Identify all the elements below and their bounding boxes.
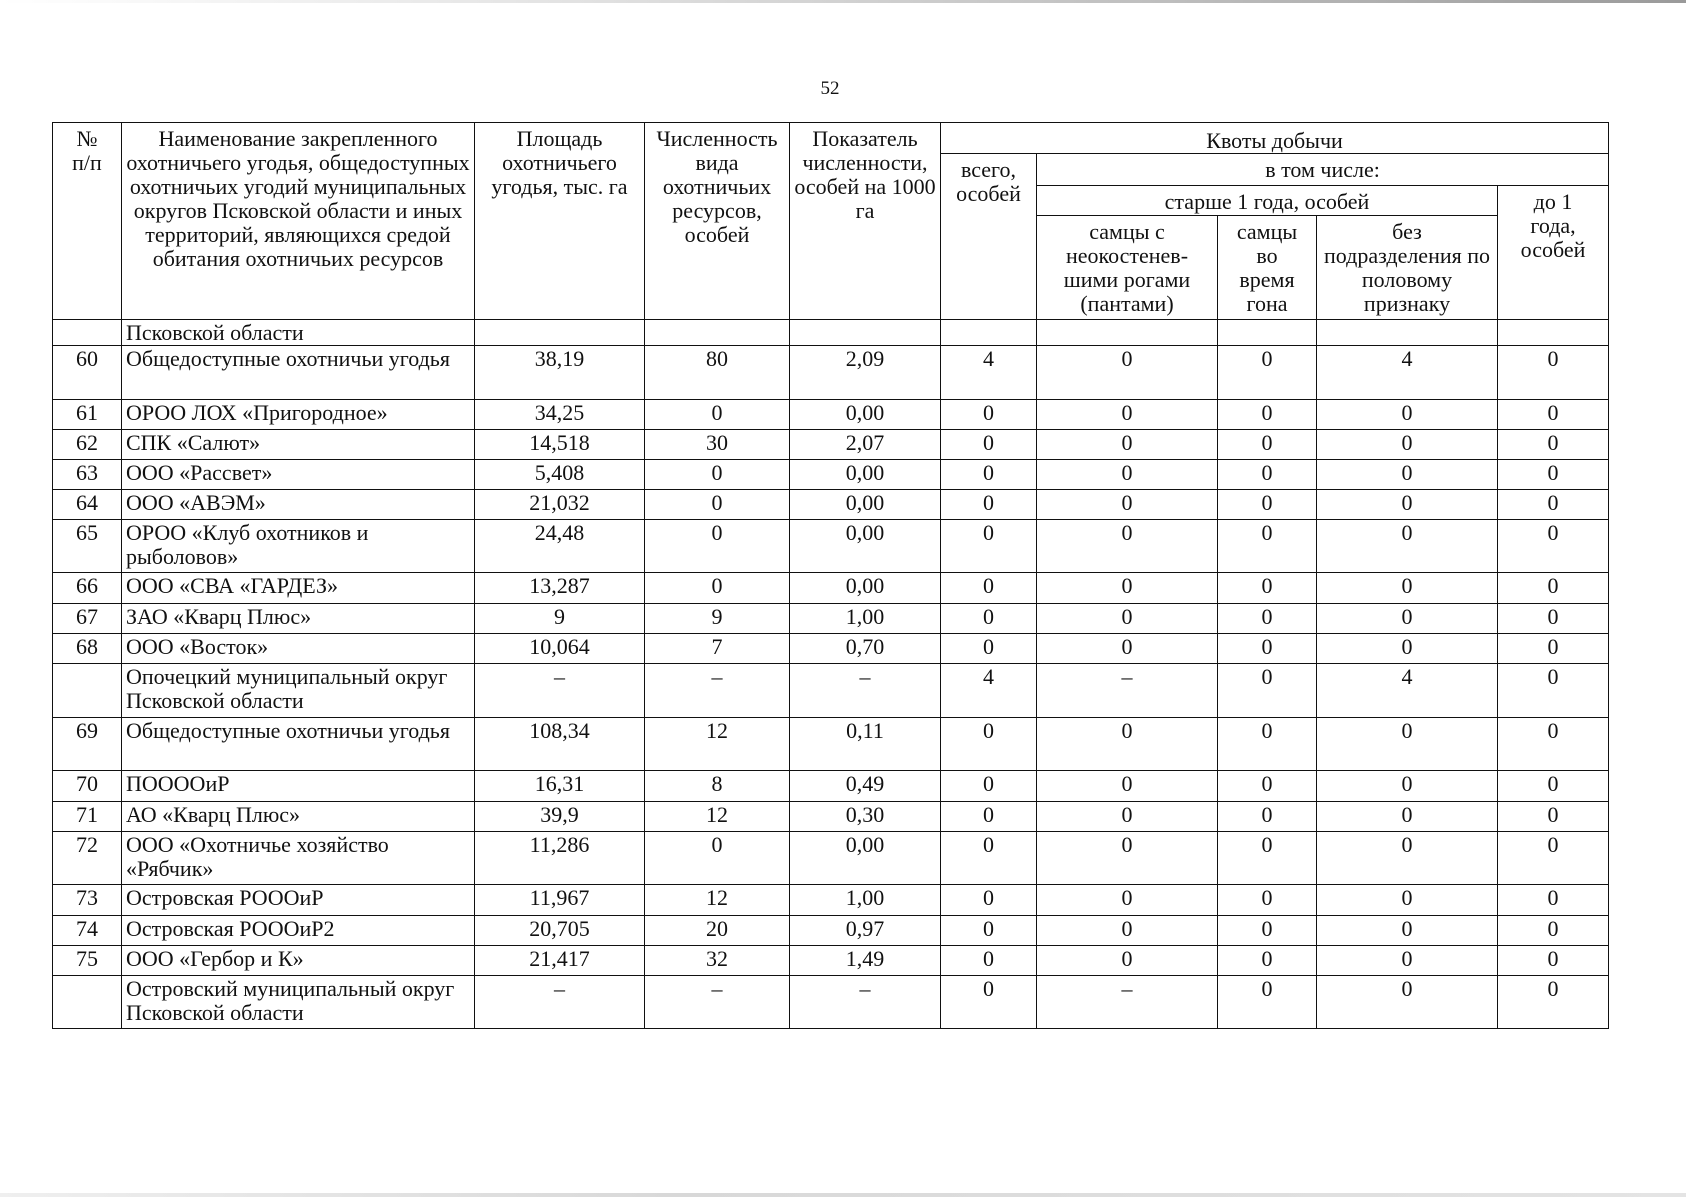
table-body — [53, 320, 1609, 1029]
row-number: 65 — [53, 520, 122, 573]
row-density: 0,00 — [790, 400, 941, 430]
row-males-antlers: 0 — [1037, 400, 1218, 430]
row-name: ООО «Восток» — [122, 634, 475, 664]
row-total: 0 — [941, 634, 1037, 664]
row-number: 63 — [53, 460, 122, 490]
row-density: 2,07 — [790, 430, 941, 460]
row-population: 32 — [645, 946, 790, 976]
header-males-antlers: самцы с неокостенев-шими рогами (пантами) — [1037, 216, 1218, 320]
row-under1: 0 — [1498, 490, 1609, 520]
row-no-sex: 0 — [1317, 430, 1498, 460]
row-population — [645, 320, 790, 346]
row-area: 14,518 — [475, 430, 645, 460]
row-name: ОРОО ЛОХ «Пригородное» — [122, 400, 475, 430]
row-name: ООО «Охотничье хозяйство «Рябчик» — [122, 832, 475, 885]
row-number — [53, 320, 122, 346]
row-name: Общедоступные охотничьи угодья — [122, 346, 475, 400]
row-under1: 0 — [1498, 604, 1609, 634]
row-under1: 0 — [1498, 520, 1609, 573]
table-row — [53, 346, 1609, 400]
header-num: № п/п — [53, 123, 122, 320]
row-total: 0 — [941, 916, 1037, 946]
table-row — [53, 718, 1609, 771]
row-number: 64 — [53, 490, 122, 520]
row-under1: 0 — [1498, 634, 1609, 664]
header-under1: до 1 года, особей — [1498, 186, 1609, 320]
row-population: – — [645, 664, 790, 718]
row-total: 0 — [941, 573, 1037, 604]
row-area: 9 — [475, 604, 645, 634]
row-males-antlers: 0 — [1037, 916, 1218, 946]
row-density: 1,00 — [790, 604, 941, 634]
row-under1: 0 — [1498, 976, 1609, 1029]
table-row — [53, 490, 1609, 520]
scan-edge-bottom — [0, 1193, 1686, 1197]
table-row — [53, 573, 1609, 604]
row-no-sex: 0 — [1317, 832, 1498, 885]
row-under1: 0 — [1498, 346, 1609, 400]
row-males-antlers: 0 — [1037, 346, 1218, 400]
row-under1: 0 — [1498, 400, 1609, 430]
row-population: 30 — [645, 430, 790, 460]
row-males-rut: 0 — [1218, 430, 1317, 460]
row-no-sex: 0 — [1317, 604, 1498, 634]
row-under1: 0 — [1498, 885, 1609, 916]
page-number: 52 — [820, 78, 840, 99]
row-density: 0,30 — [790, 802, 941, 832]
row-total: 0 — [941, 802, 1037, 832]
row-density: – — [790, 664, 941, 718]
row-no-sex: 0 — [1317, 400, 1498, 430]
header-no-sex: без подразделения по половому признаку — [1317, 216, 1498, 320]
row-number — [53, 664, 122, 718]
row-area: 108,34 — [475, 718, 645, 771]
row-males-antlers — [1037, 320, 1218, 346]
row-density: 1,49 — [790, 946, 941, 976]
row-under1: 0 — [1498, 946, 1609, 976]
row-area: 20,705 — [475, 916, 645, 946]
row-males-rut: 0 — [1218, 771, 1317, 802]
row-males-antlers: 0 — [1037, 430, 1218, 460]
row-no-sex: 0 — [1317, 802, 1498, 832]
row-population: 0 — [645, 400, 790, 430]
row-males-rut: 0 — [1218, 664, 1317, 718]
row-under1: 0 — [1498, 916, 1609, 946]
row-number: 75 — [53, 946, 122, 976]
row-males-rut: 0 — [1218, 520, 1317, 573]
header-total: всего, особей — [941, 154, 1037, 320]
row-density: 0,11 — [790, 718, 941, 771]
table-row — [53, 916, 1609, 946]
table-row — [53, 430, 1609, 460]
row-name: Псковской области — [122, 320, 475, 346]
row-name: Общедоступные охотничьи угодья — [122, 718, 475, 771]
row-no-sex: 0 — [1317, 946, 1498, 976]
row-males-rut: 0 — [1218, 490, 1317, 520]
row-population: 0 — [645, 460, 790, 490]
row-total: 0 — [941, 771, 1037, 802]
row-population: 0 — [645, 520, 790, 573]
header-name: Наименование закрепленного охотничьего угодья, общедоступных охотничьих угодий муниципальных округов Псковской области и иных территорий, являющихся средой обитания охотничьих ресурсов — [122, 123, 475, 320]
row-under1: 0 — [1498, 573, 1609, 604]
row-number: 70 — [53, 771, 122, 802]
row-no-sex: 0 — [1317, 718, 1498, 771]
row-population: 12 — [645, 718, 790, 771]
row-under1: 0 — [1498, 832, 1609, 885]
header-quotas: Квоты добычи — [941, 123, 1609, 154]
row-under1: 0 — [1498, 460, 1609, 490]
table-row — [53, 460, 1609, 490]
header-area: Площадь охотничьего угодья, тыс. га — [475, 123, 645, 320]
row-no-sex: 0 — [1317, 771, 1498, 802]
row-under1: 0 — [1498, 771, 1609, 802]
row-males-rut: 0 — [1218, 946, 1317, 976]
row-males-rut: 0 — [1218, 976, 1317, 1029]
row-area: 11,286 — [475, 832, 645, 885]
row-density: 2,09 — [790, 346, 941, 400]
table-row — [53, 946, 1609, 976]
row-area: 34,25 — [475, 400, 645, 430]
row-males-antlers: 0 — [1037, 460, 1218, 490]
row-males-antlers: 0 — [1037, 490, 1218, 520]
row-males-rut: 0 — [1218, 346, 1317, 400]
row-males-antlers: 0 — [1037, 771, 1218, 802]
row-males-rut — [1218, 320, 1317, 346]
row-under1: 0 — [1498, 664, 1609, 718]
row-total: 0 — [941, 400, 1037, 430]
row-no-sex: 0 — [1317, 490, 1498, 520]
row-population: 7 — [645, 634, 790, 664]
row-males-rut: 0 — [1218, 573, 1317, 604]
row-density: 0,97 — [790, 916, 941, 946]
row-population: 0 — [645, 832, 790, 885]
row-males-antlers: 0 — [1037, 946, 1218, 976]
table-row — [53, 634, 1609, 664]
row-total: 0 — [941, 832, 1037, 885]
row-population: 8 — [645, 771, 790, 802]
table-row — [53, 520, 1609, 573]
table-row — [53, 802, 1609, 832]
row-population: 0 — [645, 490, 790, 520]
row-males-antlers: 0 — [1037, 832, 1218, 885]
header-males-rut: самцы во время гона — [1218, 216, 1317, 320]
row-name: ОРОО «Клуб охотников и рыболовов» — [122, 520, 475, 573]
row-population: 12 — [645, 802, 790, 832]
table-row — [53, 771, 1609, 802]
row-name: ООО «СВА «ГАРДЕЗ» — [122, 573, 475, 604]
row-population: 12 — [645, 885, 790, 916]
row-name: ООО «Гербор и К» — [122, 946, 475, 976]
row-name: Островская РОООиР2 — [122, 916, 475, 946]
table-row — [53, 664, 1609, 718]
header-density: Показатель численности, особей на 1000 га — [790, 123, 941, 320]
row-total: 0 — [941, 520, 1037, 573]
row-population: 80 — [645, 346, 790, 400]
quota-table — [52, 122, 1609, 1029]
row-population: 9 — [645, 604, 790, 634]
row-number: 72 — [53, 832, 122, 885]
table-row — [53, 832, 1609, 885]
row-no-sex — [1317, 320, 1498, 346]
row-name: ООО «АВЭМ» — [122, 490, 475, 520]
row-males-antlers: 0 — [1037, 604, 1218, 634]
row-area: 11,967 — [475, 885, 645, 916]
row-population: – — [645, 976, 790, 1029]
row-area: 13,287 — [475, 573, 645, 604]
row-males-antlers: 0 — [1037, 718, 1218, 771]
row-number: 66 — [53, 573, 122, 604]
row-density: 0,00 — [790, 460, 941, 490]
table-row — [53, 885, 1609, 916]
row-density: 0,00 — [790, 832, 941, 885]
row-total: 0 — [941, 604, 1037, 634]
row-total: 4 — [941, 664, 1037, 718]
row-area: 39,9 — [475, 802, 645, 832]
header-older: старше 1 года, особей — [1037, 186, 1498, 216]
table-row — [53, 320, 1609, 346]
row-total — [941, 320, 1037, 346]
row-area: 21,032 — [475, 490, 645, 520]
table-row — [53, 604, 1609, 634]
row-males-rut: 0 — [1218, 802, 1317, 832]
row-name: СПК «Салют» — [122, 430, 475, 460]
row-name: Островская РОООиР — [122, 885, 475, 916]
row-area: 24,48 — [475, 520, 645, 573]
row-total: 0 — [941, 490, 1037, 520]
row-density: 0,00 — [790, 490, 941, 520]
row-no-sex: 0 — [1317, 976, 1498, 1029]
row-area: 21,417 — [475, 946, 645, 976]
row-number — [53, 976, 122, 1029]
row-total: 0 — [941, 946, 1037, 976]
row-density: – — [790, 976, 941, 1029]
row-area — [475, 320, 645, 346]
row-area: – — [475, 976, 645, 1029]
row-under1 — [1498, 320, 1609, 346]
row-density: 1,00 — [790, 885, 941, 916]
table-row — [53, 400, 1609, 430]
row-total: 0 — [941, 885, 1037, 916]
row-no-sex: 0 — [1317, 573, 1498, 604]
row-area: 16,31 — [475, 771, 645, 802]
row-name: ПООООиР — [122, 771, 475, 802]
row-males-antlers: 0 — [1037, 885, 1218, 916]
row-males-rut: 0 — [1218, 718, 1317, 771]
row-area: 5,408 — [475, 460, 645, 490]
row-number: 71 — [53, 802, 122, 832]
row-males-rut: 0 — [1218, 400, 1317, 430]
row-males-antlers: – — [1037, 976, 1218, 1029]
row-no-sex: 0 — [1317, 460, 1498, 490]
row-number: 68 — [53, 634, 122, 664]
row-name: ООО «Рассвет» — [122, 460, 475, 490]
row-name: АО «Кварц Плюс» — [122, 802, 475, 832]
row-number: 74 — [53, 916, 122, 946]
header-population: Численность вида охотничьих ресурсов, особей — [645, 123, 790, 320]
row-males-rut: 0 — [1218, 604, 1317, 634]
row-total: 0 — [941, 718, 1037, 771]
row-under1: 0 — [1498, 718, 1609, 771]
row-population: 20 — [645, 916, 790, 946]
row-males-antlers: 0 — [1037, 802, 1218, 832]
row-males-antlers: – — [1037, 664, 1218, 718]
row-no-sex: 0 — [1317, 885, 1498, 916]
row-no-sex: 0 — [1317, 916, 1498, 946]
row-males-rut: 0 — [1218, 916, 1317, 946]
row-no-sex: 0 — [1317, 520, 1498, 573]
row-name: ЗАО «Кварц Плюс» — [122, 604, 475, 634]
row-males-antlers: 0 — [1037, 520, 1218, 573]
row-no-sex: 0 — [1317, 634, 1498, 664]
row-area: 38,19 — [475, 346, 645, 400]
header-including: в том числе: — [1037, 154, 1609, 186]
scan-edge-top — [0, 0, 1686, 3]
row-number: 61 — [53, 400, 122, 430]
row-under1: 0 — [1498, 802, 1609, 832]
row-males-rut: 0 — [1218, 885, 1317, 916]
row-number: 69 — [53, 718, 122, 771]
row-total: 0 — [941, 976, 1037, 1029]
row-males-rut: 0 — [1218, 634, 1317, 664]
row-name: Островский муниципальный округ Псковской области — [122, 976, 475, 1029]
row-under1: 0 — [1498, 430, 1609, 460]
row-number: 60 — [53, 346, 122, 400]
row-name: Опочецкий муниципальный округ Псковской области — [122, 664, 475, 718]
row-no-sex: 4 — [1317, 346, 1498, 400]
row-area: 10,064 — [475, 634, 645, 664]
row-total: 0 — [941, 430, 1037, 460]
row-density: 0,49 — [790, 771, 941, 802]
row-number: 67 — [53, 604, 122, 634]
row-males-antlers: 0 — [1037, 634, 1218, 664]
row-total: 4 — [941, 346, 1037, 400]
row-area: – — [475, 664, 645, 718]
row-total: 0 — [941, 460, 1037, 490]
row-males-rut: 0 — [1218, 460, 1317, 490]
row-males-antlers: 0 — [1037, 573, 1218, 604]
table-row — [53, 976, 1609, 1029]
row-no-sex: 4 — [1317, 664, 1498, 718]
row-number: 62 — [53, 430, 122, 460]
row-density: 0,70 — [790, 634, 941, 664]
table-header — [53, 123, 1609, 320]
row-number: 73 — [53, 885, 122, 916]
row-population: 0 — [645, 573, 790, 604]
row-density — [790, 320, 941, 346]
row-males-rut: 0 — [1218, 832, 1317, 885]
row-density: 0,00 — [790, 573, 941, 604]
row-density: 0,00 — [790, 520, 941, 573]
